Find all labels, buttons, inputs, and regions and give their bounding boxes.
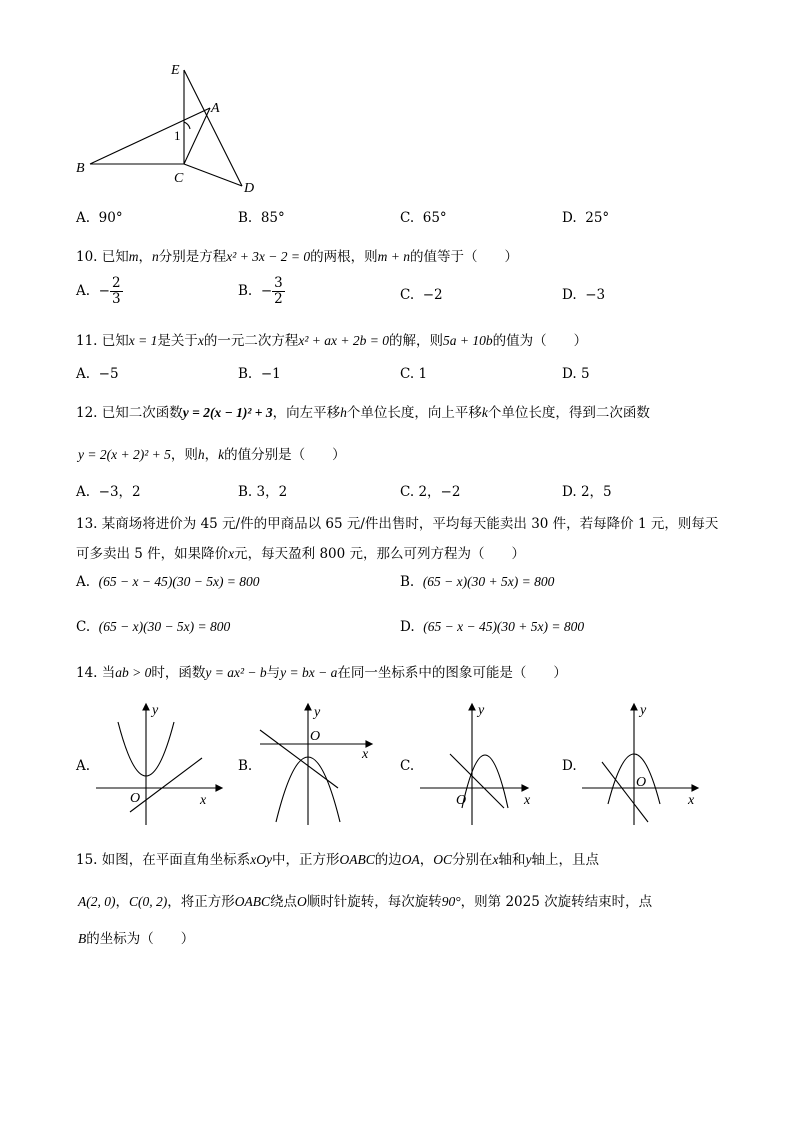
q11-equation: x² + ax + 2b = 0 — [298, 333, 390, 348]
label-y: y — [478, 703, 485, 718]
q9-triangle-figure — [70, 58, 270, 198]
q13-text-2b: 元，每天盈利 800 元，那么可列方程为（ ） — [234, 546, 526, 562]
q11-text-5: 的值为（ ） — [492, 333, 588, 349]
q14-option-a-letter: A. — [76, 758, 91, 774]
q10-option-a-numerator: 2 — [111, 275, 121, 291]
q12-text-4: 个单位长度，得到二次函数 — [487, 405, 650, 421]
q11-option-c-text: 1 — [418, 366, 428, 382]
q15-point-c: C(0, 2) — [129, 894, 168, 909]
parabola — [462, 755, 508, 808]
q15-number: 15. — [76, 852, 98, 868]
q15-square: OABC — [339, 852, 375, 867]
q14-option-d-graph — [580, 700, 720, 830]
q12-option-c-letter: C. — [400, 484, 415, 500]
q10-var-n: n — [152, 249, 159, 264]
q10-text-1: 已知 — [101, 249, 129, 265]
label-origin: O — [456, 793, 467, 808]
q12-stem-line2 — [78, 443, 346, 463]
q12-text-1: 已知二次函数 — [101, 405, 183, 421]
q11-option-c[interactable] — [400, 366, 427, 382]
q11-stem — [76, 329, 587, 349]
label-y: y — [640, 703, 647, 718]
q13-option-a-letter: A. — [76, 574, 91, 590]
segment-CD — [184, 164, 242, 186]
q12-option-c-text: 2，−2 — [418, 484, 461, 500]
q14-text-2: 时，函数 — [151, 665, 206, 681]
label-origin: O — [636, 775, 647, 790]
q15-text-4: 分别在 — [452, 852, 493, 868]
q14-text-1: 当 — [101, 665, 116, 681]
q14-function-2: y = bx − a — [280, 665, 338, 680]
q11-text-3: 的一元二次方程 — [203, 333, 299, 349]
q14-option-d-letter: D. — [562, 758, 577, 774]
q13-option-d[interactable] — [400, 619, 584, 635]
q12-var-k2: k — [218, 447, 225, 462]
angle-arc — [184, 122, 190, 129]
q11-var-x: x — [197, 333, 204, 348]
label-x: x — [524, 793, 531, 808]
q13-option-d-letter: D. — [400, 619, 415, 635]
y-axis-arrow — [631, 704, 637, 710]
label-D: D — [244, 181, 255, 196]
q11-expression: 5a + 10b — [443, 333, 493, 348]
q9-option-d[interactable] — [562, 210, 609, 226]
q10-option-c[interactable] — [400, 287, 443, 303]
label-x: x — [688, 793, 695, 808]
q14-option-b-graph — [256, 700, 396, 830]
q12-option-b[interactable] — [238, 480, 287, 500]
q13-option-c-letter: C. — [76, 619, 91, 635]
q11-text-4: 的解，则 — [389, 333, 444, 349]
q9-option-c-text: 65° — [422, 210, 447, 226]
q14-option-c-graph — [418, 700, 558, 830]
q11-option-b[interactable] — [238, 366, 281, 382]
line — [602, 762, 648, 822]
q10-equation: x² + 3x − 2 = 0 — [226, 249, 311, 264]
q15-point-o: O — [297, 894, 307, 909]
q10-option-d[interactable] — [562, 287, 605, 303]
segment-BA — [90, 108, 210, 164]
q14-condition: ab > 0 — [115, 665, 152, 680]
q15-x-var: x — [492, 852, 499, 867]
label-B: B — [76, 161, 85, 176]
q13-var-x: x — [228, 546, 235, 561]
q15-stem-line1 — [76, 848, 599, 868]
q10-text-2: 分别是方程 — [158, 249, 227, 265]
q15-text-11: 的坐标为（ ） — [86, 931, 195, 947]
x-axis-arrow — [692, 785, 698, 791]
q10-option-d-letter: D. — [562, 287, 577, 303]
q10-comma: ， — [138, 249, 153, 265]
q12-text-6: 的值分别是（ ） — [224, 447, 346, 463]
q12-text-5: ，则 — [170, 447, 198, 463]
q13-option-a-text: (65 − x − 45)(30 − 5x) = 800 — [98, 574, 260, 589]
q12-function-2: y = 2(x + 2)² + 5 — [78, 447, 171, 462]
y-axis-arrow — [143, 704, 149, 710]
q15-text-6: 轴上，且点 — [531, 852, 600, 868]
q11-number: 11. — [76, 333, 98, 349]
q9-option-a[interactable] — [76, 210, 123, 226]
q15-text-9: 顺时针旋转，每次旋转 — [306, 894, 442, 910]
q11-option-d-letter: D. — [562, 366, 577, 382]
q13-stem-line2 — [76, 542, 525, 562]
q15-separator: ， — [419, 852, 434, 868]
q12-option-a-text: −3，2 — [98, 484, 141, 500]
q12-option-a-letter: A. — [76, 484, 91, 500]
q10-option-a[interactable] — [76, 276, 123, 307]
q10-option-a-fraction — [110, 276, 123, 307]
q12-text-2: ，向左平移 — [272, 405, 341, 421]
q11-option-c-letter: C. — [400, 366, 415, 382]
q11-option-b-letter: B. — [238, 366, 253, 382]
q13-option-d-text: (65 − x − 45)(30 + 5x) = 800 — [423, 619, 585, 634]
q9-option-a-text: 90° — [98, 210, 123, 226]
q11-option-a-text: −5 — [98, 366, 119, 382]
q12-option-b-text: 3，2 — [256, 484, 288, 500]
q13-text-1: 某商场将进价为 45 元/件的甲商品以 65 元/件出售时，平均每天能卖出 30 件，若每降价 1 元，则每天 — [101, 516, 719, 532]
label-x: x — [362, 747, 369, 762]
q9-option-c[interactable] — [400, 210, 447, 226]
label-x: x — [200, 793, 207, 808]
q15-point-b: B — [78, 931, 87, 946]
segment-ED — [184, 70, 242, 186]
q10-option-b-sign: − — [260, 282, 273, 299]
q9-option-b[interactable] — [238, 210, 285, 226]
q12-comma: ， — [204, 447, 219, 463]
q12-function-1: y = 2(x − 1)² + 3 — [182, 405, 273, 420]
q10-expression: m + n — [377, 249, 411, 264]
q15-square-2: OABC — [234, 894, 270, 909]
y-axis-arrow — [305, 704, 311, 710]
q11-condition: x = 1 — [128, 333, 158, 348]
q12-option-d[interactable] — [562, 480, 612, 500]
q9-option-a-letter: A. — [76, 210, 91, 226]
q10-option-b-fraction — [272, 276, 285, 307]
x-axis-arrow — [522, 785, 528, 791]
q15-text-3: 的边 — [374, 852, 402, 868]
q13-option-b-text: (65 − x)(30 + 5x) = 800 — [422, 574, 555, 589]
q13-option-b[interactable] — [400, 574, 554, 590]
q14-text-3: 与 — [266, 665, 281, 681]
q9-option-d-letter: D. — [562, 210, 577, 226]
line — [260, 730, 338, 788]
q11-text-2: 是关于 — [157, 333, 198, 349]
q9-option-b-text: 85° — [260, 210, 285, 226]
q10-text-3: 的两根，则 — [310, 249, 378, 265]
q13-option-b-letter: B. — [400, 574, 415, 590]
q14-function-1: y = ax² − b — [205, 665, 267, 680]
q12-var-h: h — [340, 405, 347, 420]
label-A: A — [211, 101, 220, 116]
q15-text-7: ，将正方形 — [167, 894, 235, 910]
q15-y-var: y — [525, 852, 532, 867]
q13-option-c-text: (65 − x)(30 − 5x) = 800 — [98, 619, 231, 634]
segment-AC — [184, 108, 210, 164]
q14-stem — [76, 661, 567, 681]
q13-option-a[interactable] — [76, 574, 260, 590]
q14-option-c-letter: C. — [400, 758, 415, 774]
q12-option-d-letter: D. — [562, 484, 577, 500]
q9-option-d-text: 25° — [585, 210, 610, 226]
q12-stem-line1 — [76, 401, 650, 421]
q11-option-d-text: 5 — [580, 366, 590, 382]
q10-option-c-text: −2 — [422, 287, 443, 303]
y-axis-arrow — [469, 704, 475, 710]
q13-text-2a: 可多卖出 5 件，如果降价 — [76, 546, 229, 562]
q10-option-b[interactable] — [238, 276, 285, 307]
q15-stem-line2 — [78, 890, 652, 910]
q12-number: 12. — [76, 405, 98, 421]
q10-option-a-sign: − — [98, 282, 110, 299]
q14-number: 14. — [76, 665, 98, 681]
q13-option-c[interactable] — [76, 619, 230, 635]
label-E: E — [171, 63, 180, 78]
q11-option-d[interactable] — [562, 366, 590, 382]
q15-degree: 90° — [441, 894, 461, 909]
q14-text-4: 在同一坐标系中的图象可能是（ ） — [337, 665, 567, 681]
q10-option-b-denominator: 2 — [274, 290, 283, 307]
q15-stem-line3 — [78, 927, 194, 947]
q9-option-c-letter: C. — [400, 210, 415, 226]
q15-coordinate-system: xOy — [250, 852, 273, 867]
q15-point-a: A(2, 0) — [78, 894, 116, 909]
q12-option-c[interactable] — [400, 480, 460, 500]
q15-text-5: 轴和 — [498, 852, 526, 868]
q12-option-d-text: 2，5 — [580, 484, 612, 500]
q12-var-k: k — [481, 405, 488, 420]
q10-option-a-denominator: 3 — [111, 290, 121, 307]
q11-option-a-letter: A. — [76, 366, 91, 382]
label-origin: O — [310, 729, 321, 744]
q15-separator-2: ， — [115, 894, 129, 910]
q15-text-10: ，则第 2025 次旋转结束时，点 — [460, 894, 653, 910]
x-axis-arrow — [216, 785, 222, 791]
q10-stem — [76, 245, 518, 265]
q12-var-h2: h — [197, 447, 205, 462]
label-C: C — [174, 171, 184, 186]
q12-text-3: 个单位长度，向上平移 — [346, 405, 482, 421]
q11-option-a[interactable] — [76, 366, 119, 382]
label-origin: O — [130, 791, 141, 806]
q10-option-b-numerator: 3 — [274, 275, 283, 291]
q10-number: 10. — [76, 249, 98, 265]
label-y: y — [314, 705, 321, 720]
q12-option-a[interactable] — [76, 480, 141, 500]
q15-text-2: 中，正方形 — [272, 852, 340, 868]
line — [130, 758, 202, 812]
q10-text-4: 的值等于（ ） — [410, 249, 519, 265]
q15-text-1: 如图，在平面直角坐标系 — [101, 852, 251, 868]
q13-number: 13. — [76, 516, 98, 532]
label-angle-1: 1 — [174, 128, 181, 143]
q10-option-a-letter: A. — [76, 282, 91, 299]
q15-side-oa: OA — [401, 852, 420, 867]
q10-option-c-letter: C. — [400, 287, 415, 303]
q11-option-b-text: −1 — [260, 366, 281, 382]
q10-var-m: m — [128, 249, 139, 264]
q13-stem-line1 — [76, 512, 718, 532]
q10-option-d-text: −3 — [585, 287, 606, 303]
q15-text-8: 绕点 — [270, 894, 297, 910]
label-y: y — [152, 703, 159, 718]
q11-text-1: 已知 — [101, 333, 129, 349]
q9-option-b-letter: B. — [238, 210, 253, 226]
q14-option-a-graph — [94, 700, 234, 830]
q10-option-b-letter: B. — [238, 282, 253, 299]
q15-side-oc: OC — [433, 852, 453, 867]
q14-option-b-letter: B. — [238, 758, 253, 774]
q12-option-b-letter: B. — [238, 484, 253, 500]
